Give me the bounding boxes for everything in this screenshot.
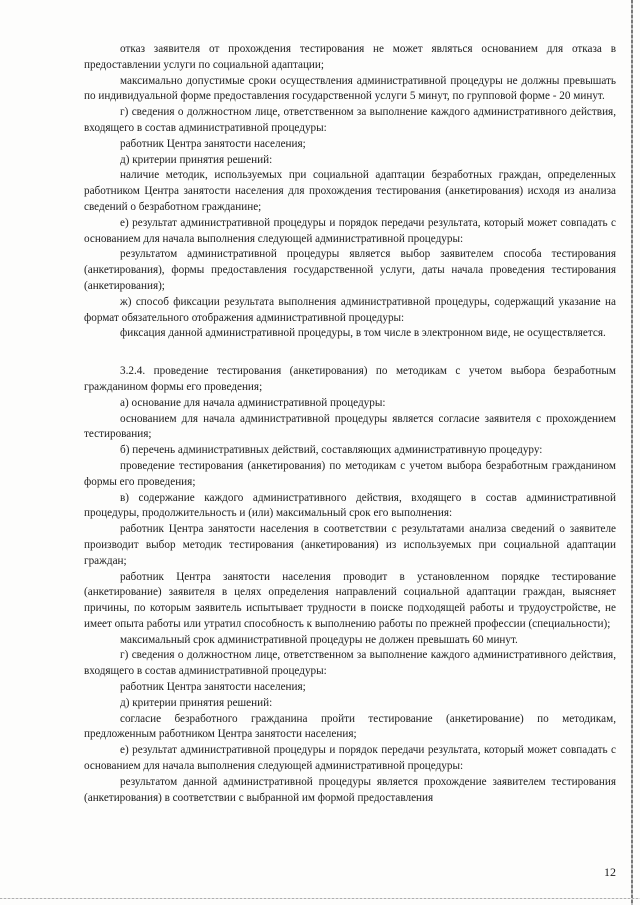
paragraph: е) результат административной процедуры и порядок передачи результата, который может совпадать с основанием для начала выполнения следующей административной процедуры: [84, 216, 616, 245]
paragraph: д) критерии принятия решений: [120, 153, 273, 166]
document-body [84, 42, 616, 806]
scan-edge-right [631, 0, 633, 905]
paragraph: максимально допустимые сроки осуществления административной процедуры не должны превышать по индивидуальной форме предоставления государственной услуги 5 минут, по групповой форме - 20 минут. [84, 74, 616, 103]
paragraph: работник Центра занятости населения; [120, 137, 306, 150]
paragraph: проведение тестирования (анкетирования) по методикам с учетом выбора безработным гражданином формы его проведения; [84, 459, 616, 488]
paragraph: д) критерии принятия решений: [120, 696, 273, 709]
paragraph: работник Центра занятости населения в соответствии с результатами анализа сведений о заявителе производит выбор методик тестирования (анкетирования) из используемых при социальной адаптации граждан; [84, 523, 616, 567]
paragraph: наличие методик, используемых при социальной адаптации безработных граждан, определенных работником Центра занятости населения для прохождения тестирования (анкетирования) исходя из анализа сведений о безработном гражданине; [84, 169, 616, 213]
paragraph: отказ заявителя от прохождения тестирования не может являться основанием для отказа в предоставлении услуги по социальной адаптации; [84, 43, 616, 71]
paragraph: результатом административной процедуры является выбор заявителем способа тестирования (анкетирования), формы предоставления государственной услуги, даты начала проведения тестирования (анкетирования); [84, 248, 616, 292]
paragraph: е) результат административной процедуры и порядок передачи результата, который может совпадать с основанием для начала выполнения следующей административной процедуры: [84, 744, 616, 773]
paragraph: а) основание для начала административной процедуры: [120, 396, 386, 409]
paragraph: согласие безработного гражданина пройти тестирование (анкетирование) по методикам, предложенным работником Центра занятости населения; [84, 712, 616, 741]
page-number: 12 [604, 865, 616, 879]
section-gap [84, 342, 616, 364]
paragraph: работник Центра занятости населения проводит в установленном порядке тестирование (анкетирование) заявителя в целях определения направлений социальной адаптации граждан, выясняет причины, по которым заявитель испытывает трудности в поиске подходящей работы и трудоустройстве, не имеет опыта работы или утратил способность к выполнению работы по прежней профессии (специальности); [84, 570, 616, 630]
paragraph: максимальный срок административной процедуры не должен превышать 60 минут. [120, 633, 518, 646]
paragraph: в) содержание каждого административного действия, входящего в состав административной процедуры, продолжительность и (или) максимальный срок его выполнения: [84, 491, 616, 520]
scan-edge-bottom [0, 898, 640, 899]
paragraph: основанием для начала административной процедуры является согласие заявителя с прохождением тестирования; [84, 412, 616, 441]
paragraph: результатом данной административной процедуры является прохождение заявителем тестирования (анкетирования) в соответствии с выбранной им формой предоставления [84, 775, 616, 804]
paragraph: работник Центра занятости населения; [120, 681, 306, 694]
paragraph: ж) способ фиксации результата выполнения административной процедуры, содержащий указание на формат обязательного отображения административной процедуры: [84, 295, 616, 324]
paragraph: фиксация данной административной процедуры, в том числе в электронном виде, не осуществляется. [120, 327, 606, 340]
section-heading: 3.2.4. проведение тестирования (анкетирования) по методикам с учетом выбора безработным гражданином формы его проведения; [84, 365, 616, 393]
paragraph: г) сведения о должностном лице, ответственном за выполнение каждого административного действия, входящего в состав административной процедуры: [84, 649, 616, 678]
paragraph: г) сведения о должностном лице, ответственном за выполнение каждого административного действия, входящего в состав административной процедуры: [84, 106, 616, 134]
paragraph: б) перечень административных действий, составляющих административную процедуру: [120, 444, 543, 457]
